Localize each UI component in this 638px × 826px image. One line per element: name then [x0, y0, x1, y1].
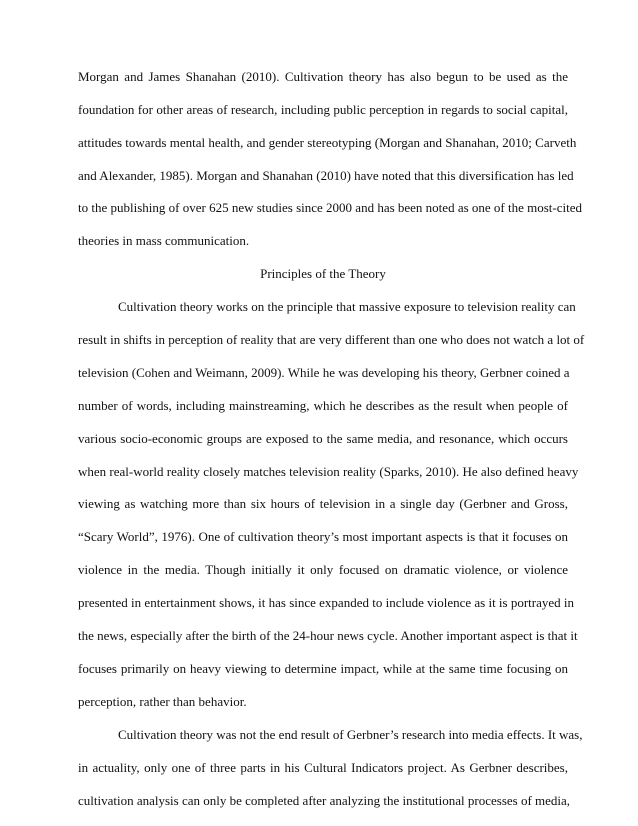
paragraph-1-line-6: theories in mass communication. [78, 233, 250, 248]
paragraph-2-line-4: number of words, including mainstreaming, which he describes as the result when people of [78, 398, 568, 413]
paragraph-2-line-1: Cultivation theory works on the principle that massive exposure to television reality can [118, 299, 576, 314]
paragraph-2-line-6: when real-world reality closely matches television reality (Sparks, 2010). He also defined heavy [78, 464, 579, 479]
paragraph-1-line-1: Morgan and James Shanahan (2010). Cultivation theory has also begun to be used as the [78, 69, 568, 84]
paragraph-2-line-10: presented in entertainment shows, it has since expanded to include violence as it is portrayed in [78, 595, 575, 610]
paragraph-1-line-2: foundation for other areas of research, including public perception in regards to social capital, [78, 102, 568, 117]
paragraph-3-line-1: Cultivation theory was not the end result of Gerbner’s research into media effects. It was, [118, 727, 583, 742]
paragraph-2-line-2: result in shifts in perception of reality that are very different than one who does not watch a lot of [78, 332, 585, 347]
paragraph-1-line-4: and Alexander, 1985). Morgan and Shanahan (2010) have noted that this diversification has led [78, 168, 574, 183]
paragraph-3-line-2: in actuality, only one of three parts in his Cultural Indicators project. As Gerbner describes, [78, 760, 568, 775]
paragraph-2-line-12: focuses primarily on heavy viewing to determine impact, while at the same time focusing on [78, 661, 568, 676]
paragraph-2-line-3: television (Cohen and Weimann, 2009). While he was developing his theory, Gerbner coined a [78, 365, 570, 380]
paragraph-2-line-8: “Scary World”, 1976). One of cultivation theory’s most important aspects is that it focuses on [78, 529, 568, 544]
paragraph-2-line-9: violence in the media. Though initially it only focused on dramatic violence, or violence [78, 562, 568, 577]
section-heading: Principles of the Theory [260, 266, 386, 281]
paragraph-3-line-3: cultivation analysis can only be completed after analyzing the institutional processes of media, [78, 793, 571, 808]
paragraph-2-line-7: viewing as watching more than six hours of television in a single day (Gerbner and Gross, [78, 496, 568, 511]
paragraph-2-line-5: various socio-economic groups are exposed to the same media, and resonance, which occurs [78, 431, 568, 446]
paragraph-1-line-5: to the publishing of over 625 new studies since 2000 and has been noted as one of the most-cited [78, 200, 583, 215]
paragraph-1-line-3: attitudes towards mental health, and gender stereotyping (Morgan and Shanahan, 2010; Carveth [78, 135, 577, 150]
paragraph-2-line-13: perception, rather than behavior. [78, 694, 247, 709]
paragraph-2-line-11: the news, especially after the birth of the 24-hour news cycle. Another important aspect is that it [78, 628, 578, 643]
